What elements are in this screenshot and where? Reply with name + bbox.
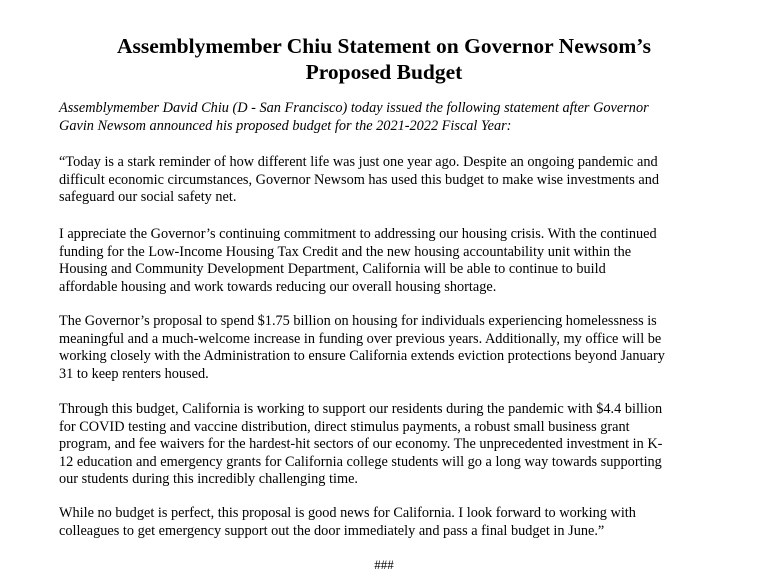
paragraph-line: affordable housing and work towards reducing our overall housing shortage. — [59, 278, 497, 295]
quote-paragraph-3 — [59, 313, 719, 383]
intro-paragraph — [59, 100, 719, 135]
paragraph-line: 12 education and emergency grants for California college students will go a long way towards supporting — [59, 453, 662, 470]
paragraph-line: While no budget is perfect, this proposal is good news for California. I look forward to working with — [59, 505, 636, 521]
paragraph-line: working closely with the Administration to ensure California extends eviction protections beyond January — [59, 348, 665, 365]
paragraph-line: our students during this incredibly challenging time. — [59, 471, 358, 488]
quote-paragraph-5 — [59, 505, 719, 540]
quote-paragraph-2 — [59, 226, 719, 296]
paragraph-line: for COVID testing and vaccine distribution, direct stimulus payments, a robust small business grant — [59, 418, 630, 435]
paragraph-line: funding for the Low-Income Housing Tax Credit and the new housing accountability unit within the — [59, 243, 632, 260]
intro-line: Gavin Newsom announced his proposed budget for the 2021-2022 Fiscal Year: — [59, 117, 512, 134]
paragraph-line: “Today is a stark reminder of how different life was just one year ago. Despite an ongoing pandemic and — [59, 154, 658, 170]
paragraph-line: 31 to keep renters housed. — [59, 365, 209, 382]
title-line-1: Assemblymember Chiu Statement on Governor Newsom’s — [116, 34, 652, 58]
paragraph-line: program, and fee waivers for the hardest-hit sectors of our economy. The unprecedented investment in K- — [59, 436, 663, 453]
quote-paragraph-4 — [59, 401, 719, 489]
page-title — [0, 33, 768, 85]
title-line-2: Proposed Budget — [305, 60, 463, 84]
intro-line: Assemblymember David Chiu (D - San Francisco) today issued the following statement after Governor — [59, 100, 649, 116]
quote-paragraph-1 — [59, 154, 719, 207]
paragraph-line: difficult economic circumstances, Governor Newsom has used this budget to make wise investments and — [59, 171, 660, 188]
paragraph-line: safeguard our social safety net. — [59, 189, 237, 206]
end-mark: ### — [374, 557, 394, 572]
paragraph-line: Through this budget, California is working to support our residents during the pandemic with $4.4 billion — [59, 401, 663, 417]
paragraph-line: meaningful and a much-welcome increase in funding over previous years. Additionally, my office will be — [59, 330, 662, 347]
paragraph-line: Housing and Community Development Department, California will be able to continue to build — [59, 261, 606, 278]
paragraph-line: The Governor’s proposal to spend $1.75 billion on housing for individuals experiencing homelessness is — [59, 313, 657, 329]
paragraph-line: colleagues to get emergency support out the door immediately and pass a final budget in June.” — [59, 522, 605, 539]
paragraph-line: I appreciate the Governor’s continuing commitment to addressing our housing crisis. With the continued — [59, 226, 657, 242]
